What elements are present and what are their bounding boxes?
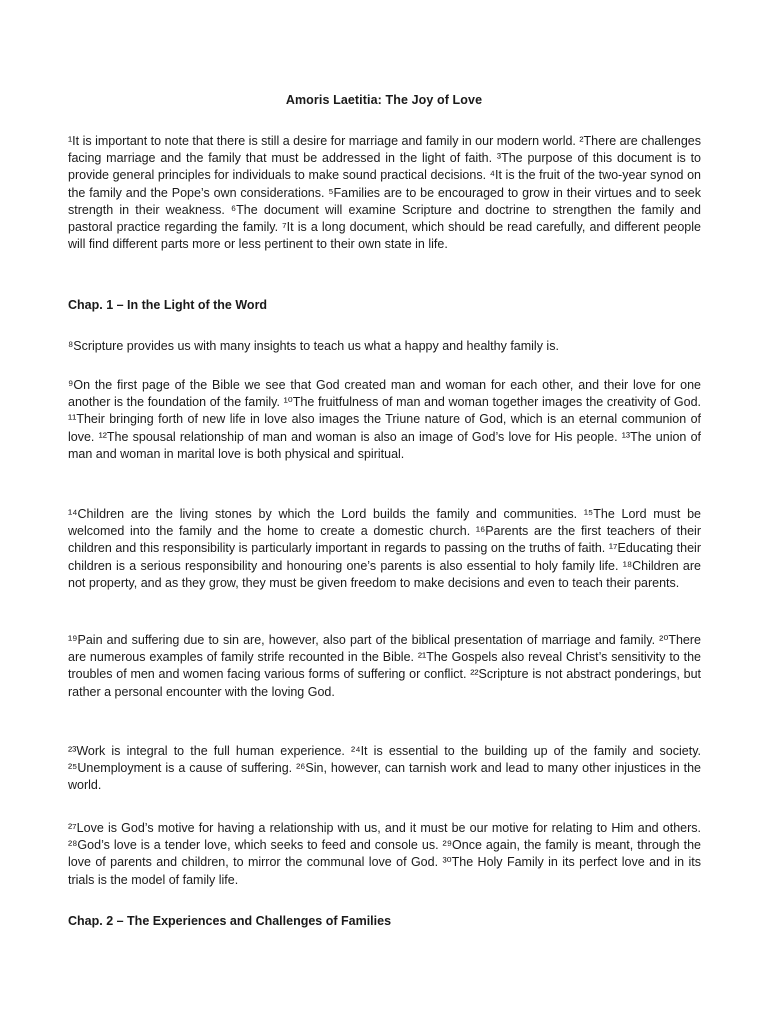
intro-paragraph: ¹It is important to note that there is still a desire for marriage and family in our modern world. ²There are challenges facing marriage and the family that must be addressed in the light of faith. ³The purpose of this document is to provide general principles for individuals to make sound practical decisions. ⁴It is the fruit of the two-year synod on the family and the Pope’s own considerations. ⁵Families are to be encouraged to grow in their virtues and to seek strength in their weakness. ⁶The document will examine Scripture and doctrine to strengthen the family and pastoral practice regarding the family. ⁷It is a long document, which should be read carefully, and different people will find different parts more or less pertinent to their own state in life. — [68, 134, 701, 252]
chapter-1-paragraph-5: ²³Work is integral to the full human experience. ²⁴It is essential to the building up of the family and society. ²⁵Unemployment is a cause of suffering. ²⁶Sin, however, can tarnish work and lead to many other injustices in the world. — [68, 744, 701, 793]
chapter-1-paragraph-3: ¹⁴Children are the living stones by which the Lord builds the family and communities. ¹⁵The Lord must be welcomed into the family and the home to create a domestic church. ¹⁶Parents are the first teachers of their children and this responsibility is particularly important in regards to passing on the truths of faith. ¹⁷Educating their children is a serious responsibility and honouring one’s parents is also essential to holy family life. ¹⁸Children are not property, and as they grow, they must be given freedom to make decisions and even to teach their parents. — [68, 507, 701, 590]
chapter-1-heading: Chap. 1 – In the Light of the Word — [68, 298, 268, 312]
chapter-2-heading: Chap. 2 – The Experiences and Challenges of Families — [68, 914, 392, 928]
chapter-1-paragraph-4: ¹⁹Pain and suffering due to sin are, however, also part of the biblical presentation of marriage and family. ²⁰There are numerous examples of family strife recounted in the Bible. ²¹The Gospels also reveal Christ’s sensitivity to the troubles of men and women facing various forms of suffering or conflict. ²²Scripture is not abstract ponderings, but rather a personal encounter with the loving God. — [68, 633, 701, 699]
document-title: Amoris Laetitia: The Joy of Love — [285, 93, 483, 107]
chapter-1-paragraph-2: ⁹On the first page of the Bible we see that God created man and woman for each other, and their love for one another is the foundation of the family. ¹⁰The fruitfulness of man and woman together images the creativity of God. ¹¹Their bringing forth of new life in love also images the Triune nature of God, which is an eternal communion of love. ¹²The spousal relationship of man and woman is also an image of God’s love for His people. ¹³The union of man and woman in marital love is both physical and spiritual. — [68, 378, 701, 461]
chapter-1-paragraph-1: ⁸Scripture provides us with many insights to teach us what a happy and healthy family is. — [68, 339, 559, 353]
chapter-1-paragraph-6: ²⁷Love is God’s motive for having a relationship with us, and it must be our motive for relating to Him and others. ²⁸God’s love is a tender love, which seeks to feed and console us. ²⁹Once again, the family is meant, through the love of parents and children, to mirror the communal love of God. ³⁰The Holy Family in its perfect love and in its trials is the model of family life. — [68, 821, 701, 887]
